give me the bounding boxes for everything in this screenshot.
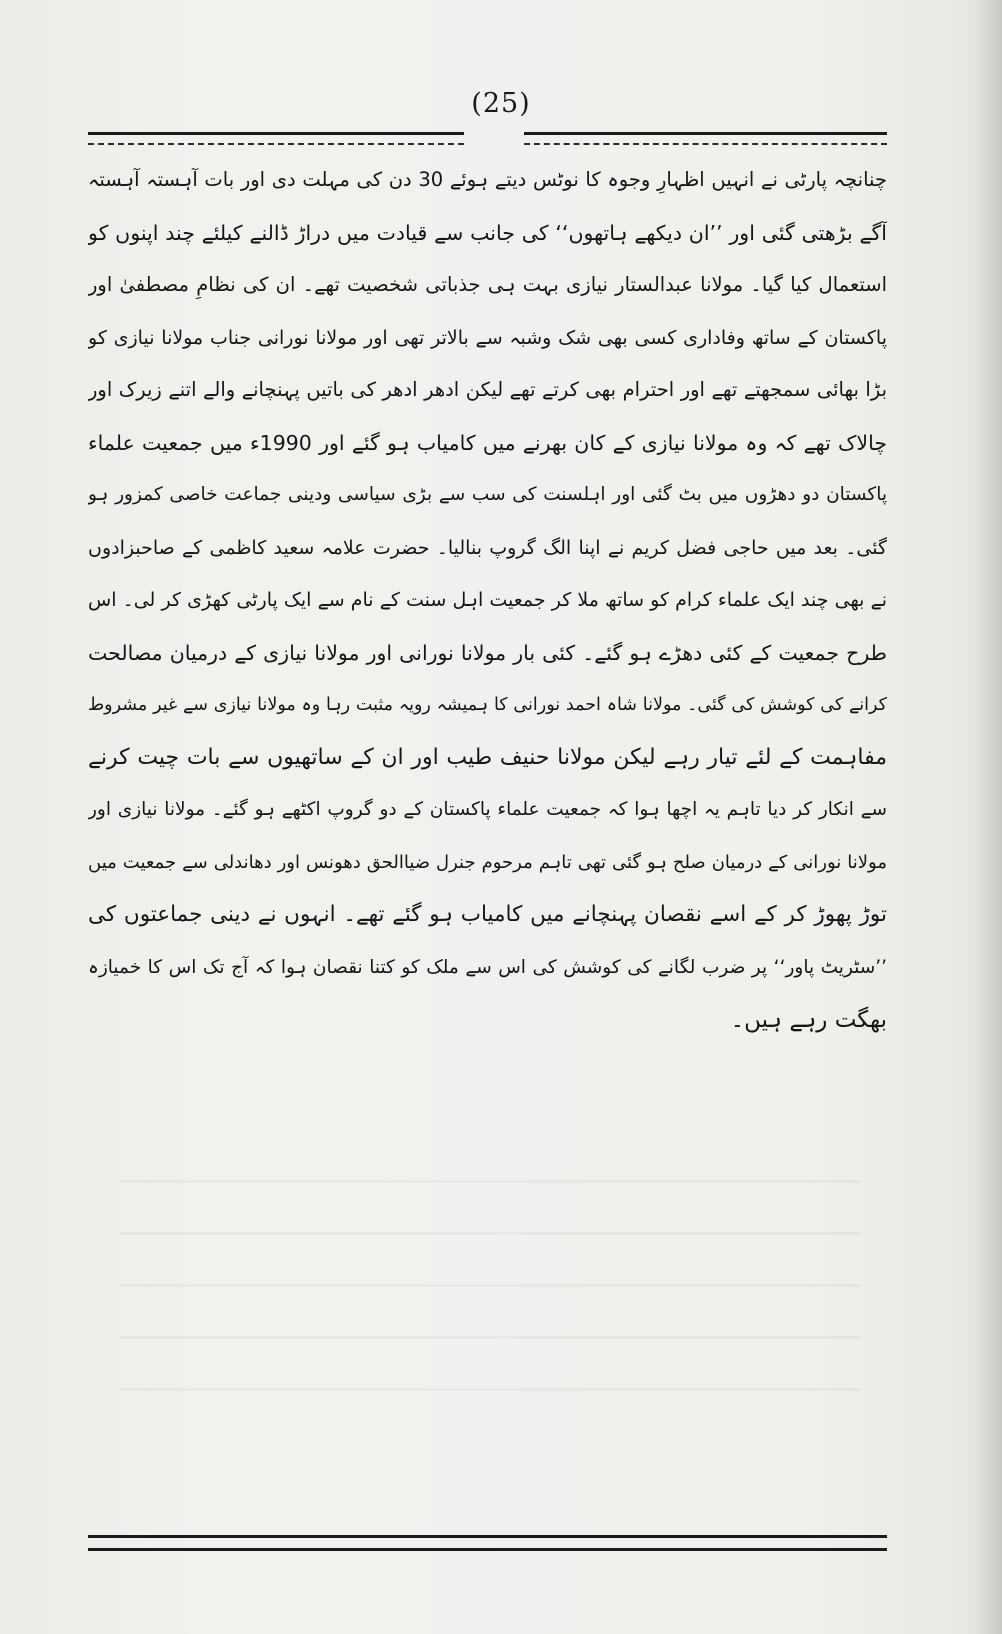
text-line: آگے بڑھتی گئی اور ’’ان دیکھے ہاتھوں‘‘ کی جانب سے قیادت میں دراڑ ڈالنے کیلئے چند اپنوں کو	[88, 220, 887, 245]
text-line: توڑ پھوڑ کر کے اسے نقصان پہنچانے میں کامیاب ہو گئے تھے۔ انہوں نے دینی جماعتوں کی	[88, 902, 887, 927]
text-line: گئی۔ بعد میں حاجی فضل کریم نے اپنا الگ گروپ بنالیا۔ حضرت علامہ سعید کاظمی کے صاحبزادوں	[88, 536, 887, 559]
header-rule-left	[88, 132, 464, 145]
text-line-last: بھگت رہے ہیں۔	[730, 1007, 887, 1033]
text-line: مفاہمت کے لئے تیار رہے لیکن مولانا حنیف طیب اور ان کے ساتھیوں سے بات چیت کرنے	[88, 744, 887, 770]
text-line: چنانچہ پارٹی نے انہیں اظہارِ وجوہ کا نوٹس دیتے ہوئے 30 دن کی مہلت دی اور بات آہستہ آہستہ	[88, 168, 887, 191]
page-edge-shadow	[976, 0, 1002, 1634]
show-through-mark	[120, 1336, 860, 1339]
show-through-mark	[120, 1388, 860, 1391]
header-rule-right	[524, 132, 887, 145]
show-through-mark	[120, 1232, 860, 1235]
text-line: پاکستان کے ساتھ وفاداری کسی بھی شک وشبہ سے بالاتر تھی اور مولانا نورانی جناب مولانا نیازی کو	[88, 326, 887, 349]
text-line: پاکستان دو دھڑوں میں بٹ گئی اور اہلسنت کی سب سے بڑی سیاسی ودینی جماعت خاصی کمزور ہو	[88, 484, 887, 505]
text-line: استعمال کیا گیا۔ مولانا عبدالستار نیازی بہت ہی جذباتی شخصیت تھے۔ ان کی نظامِ مصطفیٰ اور	[88, 273, 887, 296]
show-through-mark	[120, 1284, 860, 1287]
body-paragraph	[88, 154, 887, 1047]
text-line: کرانے کی کوشش کی گئی۔ مولانا شاہ احمد نورانی کا ہمیشہ رویہ مثبت رہا وہ مولانا نیازی سے غیر مشروط	[88, 695, 887, 715]
text-line: چالاک تھے کہ وہ مولانا نیازی کے کان بھرنے میں کامیاب ہو گئے اور 1990ء میں جمعیت علماء	[88, 430, 887, 455]
text-line: نے بھی چند ایک علماء کرام کو ساتھ ملا کر جمعیت اہل سنت کے نام سے ایک پارٹی کھڑی کر لی۔ اس	[88, 589, 887, 611]
text-line: بڑا بھائی سمجھتے تھے اور احترام بھی کرتے تھے لیکن ادھر ادھر کی باتیں پہنچانے والے اتنے زیرک اور	[88, 378, 887, 401]
text-line: طرح جمعیت کے کئی دھڑے ہو گئے۔ کئی بار مولانا نورانی اور مولانا نیازی کے درمیان مصالحت	[88, 640, 887, 665]
text-line: مولانا نورانی کے درمیان صلح ہو گئی تھی تاہم مرحوم جنرل ضیاالحق دھونس اور دھاندلی سے جمعیت میں	[88, 851, 887, 873]
show-through-mark	[120, 1180, 860, 1183]
footer-rule	[88, 1535, 887, 1551]
page-number: (25)	[471, 88, 531, 119]
text-line: ’’سٹریٹ پاور‘‘ پر ضرب لگانے کی کوشش کی اس سے ملک کو کتنا نقصان ہوا کہ آج تک اس کا خمیازہ	[88, 956, 887, 978]
text-line: سے انکار کر دیا تاہم یہ اچھا ہوا کہ جمعیت علماء پاکستان کے دو گروپ اکٹھے ہو گئے۔ مولانا نیازی اور	[88, 799, 887, 820]
